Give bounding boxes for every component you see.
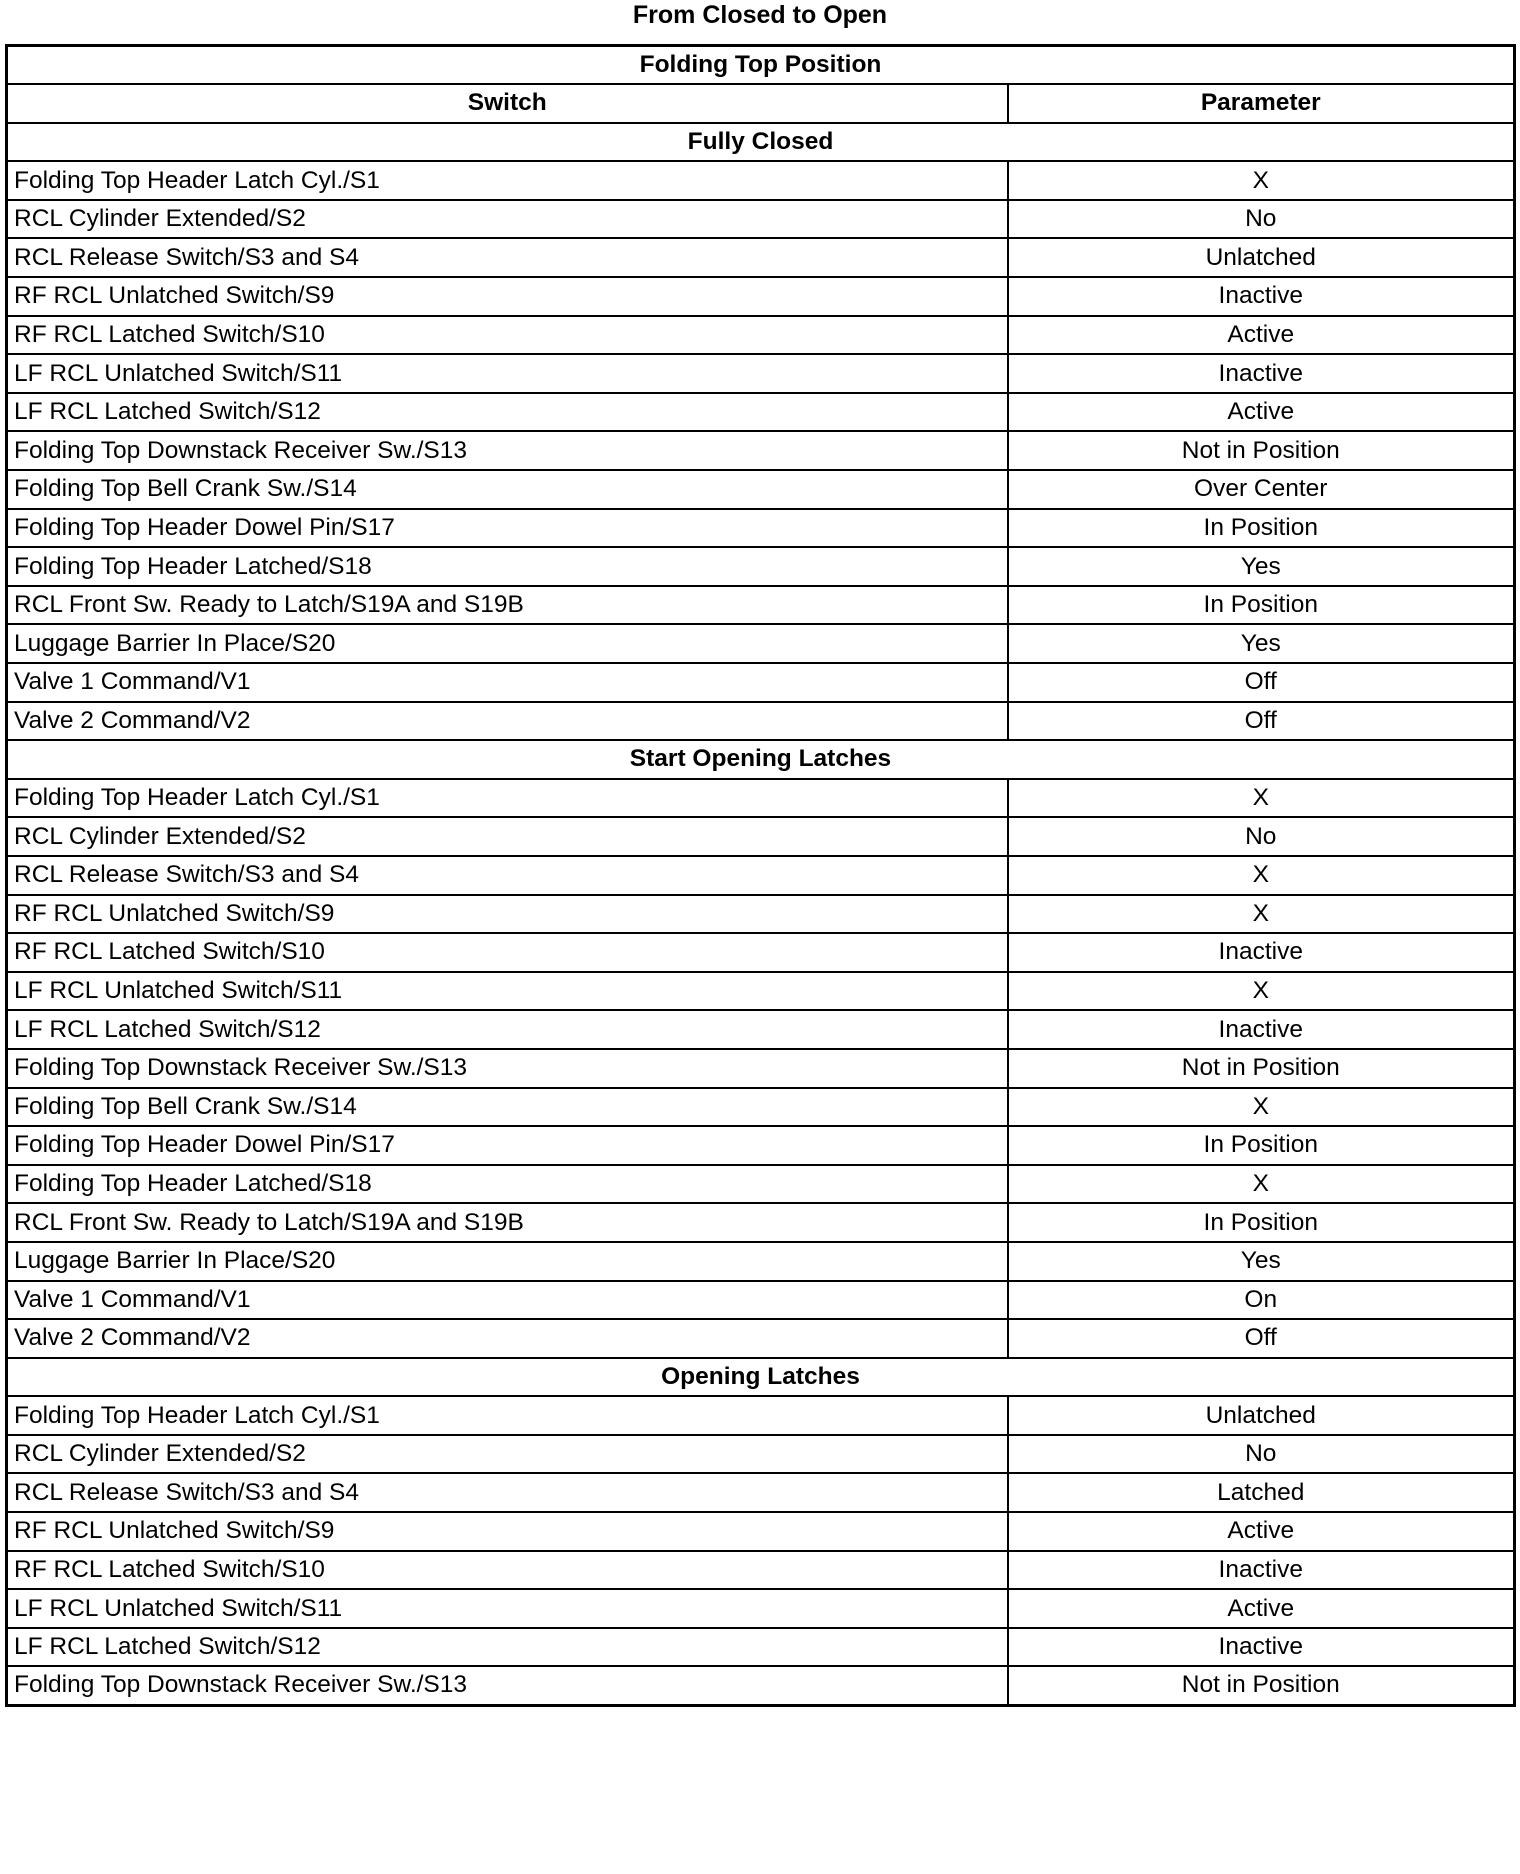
parameter-cell: Not in Position [1008, 1666, 1515, 1705]
switch-cell: Luggage Barrier In Place/S20 [7, 1242, 1008, 1281]
switch-cell: Valve 2 Command/V2 [7, 1319, 1008, 1358]
table-row [7, 933, 1515, 972]
folding-top-table-container [5, 44, 1516, 1707]
table-row [7, 1088, 1515, 1127]
parameter-cell: Not in Position [1008, 1049, 1515, 1088]
parameter-cell: No [1008, 817, 1515, 856]
table-row [7, 1165, 1515, 1204]
parameter-cell: Yes [1008, 547, 1515, 586]
switch-cell: RCL Release Switch/S3 and S4 [7, 856, 1008, 895]
switch-cell: Folding Top Header Latched/S18 [7, 547, 1008, 586]
table-row [7, 972, 1515, 1011]
parameter-cell: Active [1008, 316, 1515, 355]
parameter-cell: X [1008, 895, 1515, 934]
switch-cell: Folding Top Bell Crank Sw./S14 [7, 470, 1008, 509]
parameter-cell: Inactive [1008, 1628, 1515, 1667]
section-title: Fully Closed [7, 123, 1515, 162]
switch-cell: LF RCL Unlatched Switch/S11 [7, 1589, 1008, 1628]
section-title: Opening Latches [7, 1358, 1515, 1397]
parameter-cell: Yes [1008, 1242, 1515, 1281]
table-row [7, 1126, 1515, 1165]
switch-cell: RCL Front Sw. Ready to Latch/S19A and S19B [7, 586, 1008, 625]
table-row [7, 431, 1515, 470]
switch-cell: LF RCL Latched Switch/S12 [7, 393, 1008, 432]
table-row [7, 316, 1515, 355]
switch-cell: RF RCL Latched Switch/S10 [7, 316, 1008, 355]
switch-cell: Folding Top Downstack Receiver Sw./S13 [7, 1666, 1008, 1705]
table-row [7, 1435, 1515, 1474]
switch-cell: Folding Top Bell Crank Sw./S14 [7, 1088, 1008, 1127]
section-header-row [7, 1358, 1515, 1397]
table-row [7, 856, 1515, 895]
parameter-cell: Inactive [1008, 933, 1515, 972]
parameter-cell: Active [1008, 1512, 1515, 1551]
parameter-cell: Over Center [1008, 470, 1515, 509]
parameter-cell: Inactive [1008, 1551, 1515, 1590]
parameter-cell: Off [1008, 702, 1515, 741]
parameter-cell: On [1008, 1281, 1515, 1320]
parameter-cell: Not in Position [1008, 431, 1515, 470]
parameter-cell: Inactive [1008, 277, 1515, 316]
switch-cell: Folding Top Downstack Receiver Sw./S13 [7, 1049, 1008, 1088]
table-row [7, 702, 1515, 741]
parameter-cell: Latched [1008, 1473, 1515, 1512]
switch-cell: Folding Top Header Latched/S18 [7, 1165, 1008, 1204]
section-header-row [7, 740, 1515, 779]
parameter-cell: X [1008, 1088, 1515, 1127]
table-row [7, 200, 1515, 239]
table-row [7, 238, 1515, 277]
table-row [7, 1242, 1515, 1281]
table-row [7, 1203, 1515, 1242]
parameter-cell: X [1008, 779, 1515, 818]
section-header-row [7, 123, 1515, 162]
switch-cell: Valve 1 Command/V1 [7, 1281, 1008, 1320]
table-row [7, 470, 1515, 509]
table-row [7, 1281, 1515, 1320]
table-row [7, 354, 1515, 393]
parameter-cell: Unlatched [1008, 238, 1515, 277]
switch-cell: LF RCL Unlatched Switch/S11 [7, 354, 1008, 393]
table-row [7, 1666, 1515, 1705]
table-row [7, 895, 1515, 934]
table-row [7, 547, 1515, 586]
switch-cell: Valve 2 Command/V2 [7, 702, 1008, 741]
parameter-cell: Active [1008, 1589, 1515, 1628]
parameter-cell: In Position [1008, 586, 1515, 625]
parameter-cell: No [1008, 200, 1515, 239]
parameter-cell: X [1008, 972, 1515, 1011]
switch-cell: RF RCL Latched Switch/S10 [7, 1551, 1008, 1590]
switch-cell: RF RCL Latched Switch/S10 [7, 933, 1008, 972]
table-row [7, 779, 1515, 818]
parameter-cell: No [1008, 1435, 1515, 1474]
table-row [7, 393, 1515, 432]
switch-cell: RCL Release Switch/S3 and S4 [7, 238, 1008, 277]
table-row [7, 1473, 1515, 1512]
switch-cell: Luggage Barrier In Place/S20 [7, 624, 1008, 663]
page-title: From Closed to Open [632, 1, 888, 29]
parameter-cell: Yes [1008, 624, 1515, 663]
column-header-parameter: Parameter [1008, 84, 1515, 123]
parameter-cell: X [1008, 1165, 1515, 1204]
table-caption: Folding Top Position [7, 46, 1515, 85]
switch-cell: LF RCL Latched Switch/S12 [7, 1010, 1008, 1049]
parameter-cell: Unlatched [1008, 1396, 1515, 1435]
switch-cell: RCL Cylinder Extended/S2 [7, 200, 1008, 239]
table-row [7, 1049, 1515, 1088]
table-row [7, 1319, 1515, 1358]
switch-cell: RF RCL Unlatched Switch/S9 [7, 1512, 1008, 1551]
switch-cell: Valve 1 Command/V1 [7, 663, 1008, 702]
switch-cell: RF RCL Unlatched Switch/S9 [7, 277, 1008, 316]
switch-cell: Folding Top Header Dowel Pin/S17 [7, 509, 1008, 548]
section-title: Start Opening Latches [7, 740, 1515, 779]
switch-cell: Folding Top Header Latch Cyl./S1 [7, 161, 1008, 200]
parameter-cell: Inactive [1008, 1010, 1515, 1049]
parameter-cell: Active [1008, 393, 1515, 432]
parameter-cell: Off [1008, 1319, 1515, 1358]
table-row [7, 161, 1515, 200]
table-row [7, 663, 1515, 702]
switch-cell: RCL Cylinder Extended/S2 [7, 1435, 1008, 1474]
column-header-row [7, 84, 1515, 123]
table-row [7, 586, 1515, 625]
switch-cell: RCL Release Switch/S3 and S4 [7, 1473, 1008, 1512]
parameter-cell: In Position [1008, 1126, 1515, 1165]
switch-cell: LF RCL Unlatched Switch/S11 [7, 972, 1008, 1011]
column-header-switch: Switch [7, 84, 1008, 123]
parameter-cell: X [1008, 161, 1515, 200]
table-row [7, 509, 1515, 548]
switch-cell: LF RCL Latched Switch/S12 [7, 1628, 1008, 1667]
parameter-cell: X [1008, 856, 1515, 895]
table-row [7, 277, 1515, 316]
table-row [7, 624, 1515, 663]
table-row [7, 1512, 1515, 1551]
switch-cell: Folding Top Header Dowel Pin/S17 [7, 1126, 1008, 1165]
folding-top-position-table [5, 44, 1516, 1707]
switch-cell: Folding Top Header Latch Cyl./S1 [7, 779, 1008, 818]
table-row [7, 1010, 1515, 1049]
parameter-cell: Inactive [1008, 354, 1515, 393]
table-body [7, 123, 1515, 1705]
switch-cell: RF RCL Unlatched Switch/S9 [7, 895, 1008, 934]
parameter-cell: In Position [1008, 1203, 1515, 1242]
table-caption-row [7, 46, 1515, 85]
switch-cell: Folding Top Header Latch Cyl./S1 [7, 1396, 1008, 1435]
switch-cell: Folding Top Downstack Receiver Sw./S13 [7, 431, 1008, 470]
table-row [7, 1628, 1515, 1667]
table-row [7, 817, 1515, 856]
switch-cell: RCL Front Sw. Ready to Latch/S19A and S19B [7, 1203, 1008, 1242]
parameter-cell: In Position [1008, 509, 1515, 548]
table-row [7, 1396, 1515, 1435]
table-row [7, 1551, 1515, 1590]
table-row [7, 1589, 1515, 1628]
parameter-cell: Off [1008, 663, 1515, 702]
switch-cell: RCL Cylinder Extended/S2 [7, 817, 1008, 856]
